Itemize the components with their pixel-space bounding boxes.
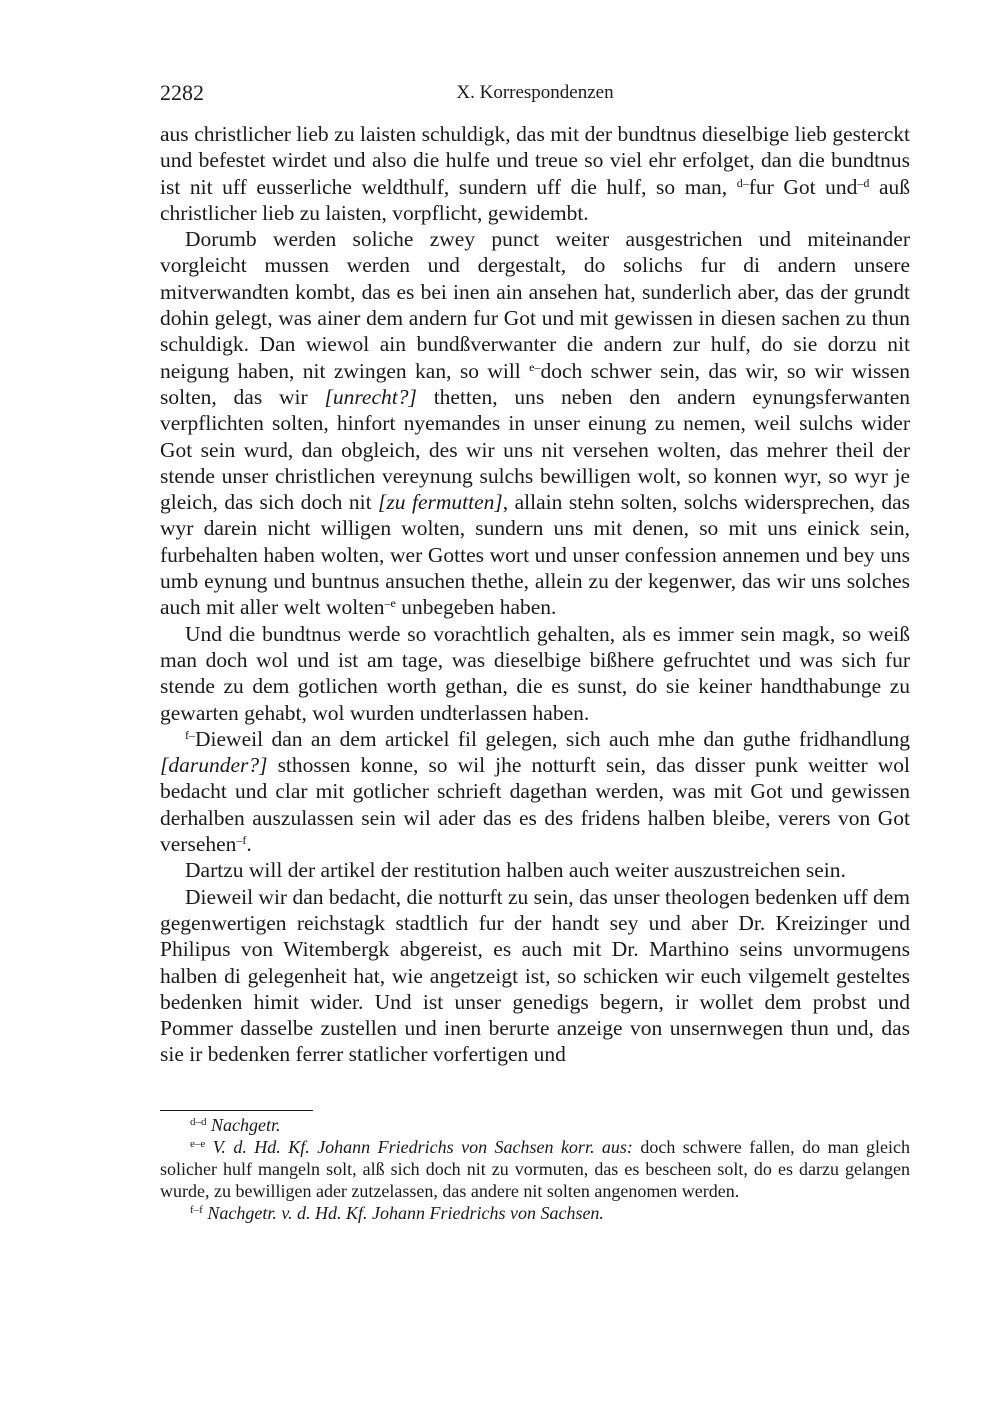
page-header: [160, 80, 910, 108]
main-text: [160, 121, 910, 1068]
footnote-rule: [160, 1110, 313, 1111]
text-span: aus christlicher lieb zu laisten schuldigk, das mit der bundtnus dieselbige lieb gesterckt und befestet wirdet und also die hulfe und treue so viel ehr erfolget, dan die bundtnus ist nit uff eusserliche weldthulf, sundern uff die hulf, so man,: [160, 122, 910, 199]
text-span: Dorumb werden soliche zwey punct weiter ausgestrichen und miteinander vorgleicht mussen werden und dergestalt, do solichs fur di andern unsere mitverwandten kombt, das es bei inen ain ansehen hat, sunderlich aber, das der grundt dohin gelegt, was ainer dem andern fur Got und mit gewissen in diesen sachen zu thun schuldigk. Dan wiewol ain bundßverwanter die andern zur hulf, do sie dorzu nit neigung haben, nit zwingen kan, so will: [160, 227, 910, 383]
paragraph-2: [160, 226, 910, 620]
footnote-label: Nachgetr.: [211, 1115, 281, 1135]
paragraph-1: [160, 121, 910, 226]
footnote-marker: e–e: [190, 1138, 206, 1150]
text-span: doch schwer sein, das wir, so wir wissen solten, das wir: [160, 358, 910, 409]
footnote-marker: f–f: [190, 1204, 203, 1216]
text-span: sthossen konne, so wil jhe notturft sein, das disser punk weitter wol bedacht und clar mit gotlicher schrieft dagethan werden, was mit Got und gewissen derhalben auszulassen sein wil ader das es des fridens halben bleibe, verers von Got versehen: [160, 753, 910, 857]
footnote-text: doch schwere fallen, do man gleich solicher hulf mangeln solt, alß sich doch nit zu vormuten, das es bescheen solt, do es darzu gelangen wurde, zu bewilligen ader zutzelassen, das andere nit solten angenomen werden.: [160, 1137, 911, 1201]
footnote-marker: –f: [236, 833, 247, 848]
paragraph-5: Dartzu will der artikel der restitution halben auch weiter auszustreichen sein.: [185, 858, 846, 883]
editorial-insertion: [unrecht?]: [324, 384, 417, 409]
text-span: .: [246, 832, 252, 857]
footnote-marker: –d: [857, 175, 870, 190]
footnote-marker: –e: [384, 596, 396, 611]
text-span: thetten, uns neben den andern eynungsferwanten verpflichten solten, hinfort nyemandes in unser einung zu nemen, weil sulchs wider Got sein wurd, dan obgleich, des wir uns nit versehen wolten, das mehrer theil der stende unser christlichen vereynung sulchs bewilligen wolt, so konnen wyr, so wyr je gleich, das sich doch nit: [160, 384, 910, 515]
text-span: auß christlicher lieb zu laisten, vorpflicht, gewidembt.: [160, 174, 910, 225]
text-span: fur Got und: [748, 174, 858, 199]
footnote-marker: d–d: [190, 1116, 207, 1128]
editorial-insertion: [darunder?]: [160, 753, 268, 778]
text-span: unbegeben haben.: [395, 595, 557, 620]
footnote-d: [160, 1114, 910, 1136]
paragraph-6: Dieweil wir dan bedacht, die notturft zu sein, das unser theologen bedenken uff dem gegenwertigen reichstagk stadtlich fur der handt sey und aber Dr. Kreizinger und Philipus von Witembergk abgereist, es auch mit Dr. Marthino seins unvormugens halben di gelegenheit hat, wie angetzeigt ist, so schicken wir euch vilgemelt gesteltes bedenken himit wider. Und ist unser genedigs begern, ir wollet dem probst und Pommer dasselbe zustellen und inen berurte anzeige von unsernwegen thun und, das sie ir bedenken ferrer statlicher vorfertigen und: [160, 884, 911, 1067]
footnote-label: V. d. Hd. Kf. Johann Friedrichs von Sachsen korr. aus:: [212, 1137, 633, 1157]
footnote-marker: d–: [736, 175, 749, 190]
footnote-marker: e–: [529, 359, 541, 374]
page-number: 2282: [160, 80, 204, 105]
footnote-f: [160, 1202, 910, 1224]
footnote-e: [160, 1136, 910, 1202]
paragraph-4: [160, 726, 910, 857]
footnote-marker: f–: [185, 727, 195, 742]
running-title: X. Korrespondenzen: [456, 82, 614, 103]
footnote-label: Nachgetr. v. d. Hd. Kf. Johann Friedrichs von Sachsen.: [207, 1203, 604, 1223]
footnotes: [160, 1114, 910, 1224]
text-span: Dieweil dan an dem artickel fil gelegen, sich auch mhe dan guthe fridhandlung: [195, 726, 910, 751]
paragraph-3: Und die bundtnus werde so vorachtlich gehalten, als es immer sein magk, so weiß man doch wol und ist am tage, was dieselbige bißhere gefruchtet und was sich fur stende zu dem gotlichen worth gethan, die es sunst, do sie keiner handthabunge zu gewarten gehabt, wol wurden undterlassen haben.: [160, 621, 910, 725]
editorial-insertion: [zu fermutten]: [378, 490, 503, 515]
text-span: , allain stehn solten, solchs widersprechen, das wyr darein nicht willigen wolten, sundern uns mit denen, so mit uns einick sein, furbehalten haben wolten, wer Gottes wort und unser confession annemen und bey uns umb eynung und buntnus ansuchen thethe, allein zu der kegenwer, das wir uns solches auch mit aller welt wolten: [160, 490, 910, 620]
